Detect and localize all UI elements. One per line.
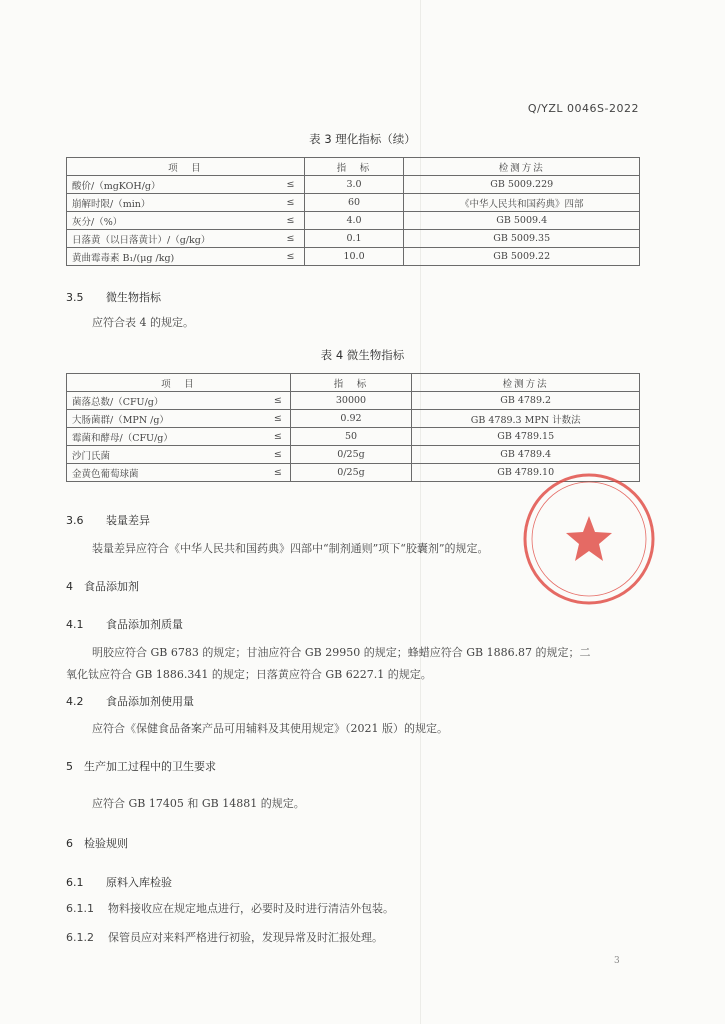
- section-6-1-2: [66, 927, 383, 949]
- cell-method: 《中华人民共和国药典》四部: [404, 194, 640, 212]
- table-row: [67, 248, 640, 266]
- table-row: [67, 410, 640, 428]
- cell-op: ≤: [277, 212, 304, 230]
- cell-value: 30000: [290, 392, 412, 410]
- cell-item: 沙门氏菌: [67, 446, 267, 464]
- section-3-5-text: 应符合表 4 的规定。: [92, 316, 194, 329]
- cell-op: ≤: [266, 428, 290, 446]
- section-title: 检验规则: [84, 837, 128, 850]
- table-row: [67, 446, 640, 464]
- section-number: 3.5: [66, 291, 84, 304]
- section-3-5-heading: [66, 289, 161, 305]
- cell-method: GB 4789.3 MPN 计数法: [412, 410, 640, 428]
- cell-item: 崩解时限/（min）: [67, 194, 278, 212]
- table-row: [67, 176, 640, 194]
- cell-value: 0.1: [304, 230, 404, 248]
- cell-item: 菌落总数/（CFU/g）: [67, 392, 267, 410]
- section-number: 3.6: [66, 514, 84, 527]
- section-title: 食品添加剂质量: [106, 618, 183, 631]
- cell-op: ≤: [277, 194, 304, 212]
- cell-value: 0/25g: [290, 464, 412, 482]
- cell-value: 4.0: [304, 212, 404, 230]
- section-3-6-text: 装量差异应符合《中华人民共和国药典》四部中“制剂通则”项下“胶囊剂”的规定。: [92, 542, 489, 555]
- section-6-heading: [66, 835, 128, 851]
- section-6-1-1: [66, 898, 394, 920]
- company-seal-stamp: [520, 470, 658, 608]
- section-title: 食品添加剂: [84, 580, 139, 593]
- section-4-1-heading: [66, 616, 183, 632]
- table4: [66, 373, 640, 482]
- col-header-method: 检测方法: [404, 158, 640, 176]
- cell-method: GB 4789.4: [412, 446, 640, 464]
- section-title: 原料入库检验: [106, 876, 172, 889]
- section-number: 6.1: [66, 876, 84, 889]
- page-number: 3: [614, 956, 620, 966]
- table3: [66, 157, 640, 266]
- cell-item: 大肠菌群/（MPN /g）: [67, 410, 267, 428]
- table-row: [67, 212, 640, 230]
- cell-item: 酸价/（mgKOH/g）: [67, 176, 278, 194]
- clause-text: 物料接收应在规定地点进行，必要时及时进行清洁外包装。: [108, 902, 394, 915]
- cell-op: ≤: [266, 410, 290, 428]
- section-3-6-heading: [66, 512, 150, 528]
- cell-value: 3.0: [304, 176, 404, 194]
- table4-caption: 表 4 微生物指标: [320, 348, 405, 362]
- cell-op: ≤: [277, 230, 304, 248]
- clause-text: 保管员应对来料严格进行初验，发现异常及时汇报处理。: [108, 931, 383, 944]
- cell-method: GB 4789.10: [412, 464, 640, 482]
- cell-value: 0.92: [290, 410, 412, 428]
- cell-method: GB 4789.15: [412, 428, 640, 446]
- section-4-1-text-line2: 氧化钛应符合 GB 1886.341 的规定；日落黄应符合 GB 6227.1 的规定。: [66, 668, 432, 681]
- cell-op: ≤: [266, 446, 290, 464]
- cell-item: 霉菌和酵母/（CFU/g）: [67, 428, 267, 446]
- section-title: 食品添加剂使用量: [106, 695, 194, 708]
- table-header-row: [67, 374, 640, 392]
- col-header-method: 检测方法: [412, 374, 640, 392]
- section-4-2-text: 应符合《保健食品备案产品可用辅料及其使用规定》（2021 版）的规定。: [92, 722, 448, 735]
- cell-value: 60: [304, 194, 404, 212]
- table-header-row: [67, 158, 640, 176]
- cell-op: ≤: [266, 464, 290, 482]
- cell-item: 日落黄（以日落黄计）/（g/kg）: [67, 230, 278, 248]
- table-row: [67, 194, 640, 212]
- col-header-value: 指 标: [304, 158, 404, 176]
- section-4-2-heading: [66, 693, 194, 709]
- cell-method: GB 5009.229: [404, 176, 640, 194]
- standard-number: Q/YZL 0046S-2022: [527, 102, 639, 115]
- table3-caption: 表 3 理化指标（续）: [309, 132, 416, 146]
- section-number: 6: [66, 837, 73, 850]
- section-title: 装量差异: [106, 514, 150, 527]
- section-title: 微生物指标: [106, 291, 161, 304]
- col-header-item: 项 目: [67, 158, 305, 176]
- section-5-text: 应符合 GB 17405 和 GB 14881 的规定。: [92, 797, 305, 810]
- section-number: 4.1: [66, 618, 84, 631]
- section-4-heading: [66, 578, 139, 594]
- table-row: [67, 428, 640, 446]
- cell-value: 0/25g: [290, 446, 412, 464]
- table-row: [67, 230, 640, 248]
- section-number: 5: [66, 760, 73, 773]
- section-5-heading: [66, 758, 216, 774]
- cell-value: 50: [290, 428, 412, 446]
- cell-method: GB 5009.22: [404, 248, 640, 266]
- cell-op: ≤: [277, 176, 304, 194]
- cell-method: GB 5009.4: [404, 212, 640, 230]
- clause-number: 6.1.2: [66, 931, 94, 944]
- col-header-item: 项 目: [67, 374, 291, 392]
- cell-value: 10.0: [304, 248, 404, 266]
- cell-op: ≤: [266, 392, 290, 410]
- section-number: 4: [66, 580, 73, 593]
- table-row: [67, 392, 640, 410]
- cell-item: 金黄色葡萄球菌: [67, 464, 267, 482]
- col-header-value: 指 标: [290, 374, 412, 392]
- section-4-1-text-line1: 明胶应符合 GB 6783 的规定；甘油应符合 GB 29950 的规定；蜂蜡应符合 GB 1886.87 的规定；二: [92, 646, 591, 659]
- section-number: 4.2: [66, 695, 84, 708]
- page-fold-line: [420, 0, 421, 1024]
- section-6-1-heading: [66, 874, 172, 890]
- clause-number: 6.1.1: [66, 902, 94, 915]
- cell-method: GB 5009.35: [404, 230, 640, 248]
- cell-method: GB 4789.2: [412, 392, 640, 410]
- cell-item: 黄曲霉毒素 B₁/(μg /kg): [67, 248, 278, 266]
- cell-op: ≤: [277, 248, 304, 266]
- section-title: 生产加工过程中的卫生要求: [84, 760, 216, 773]
- cell-item: 灰分/（%）: [67, 212, 278, 230]
